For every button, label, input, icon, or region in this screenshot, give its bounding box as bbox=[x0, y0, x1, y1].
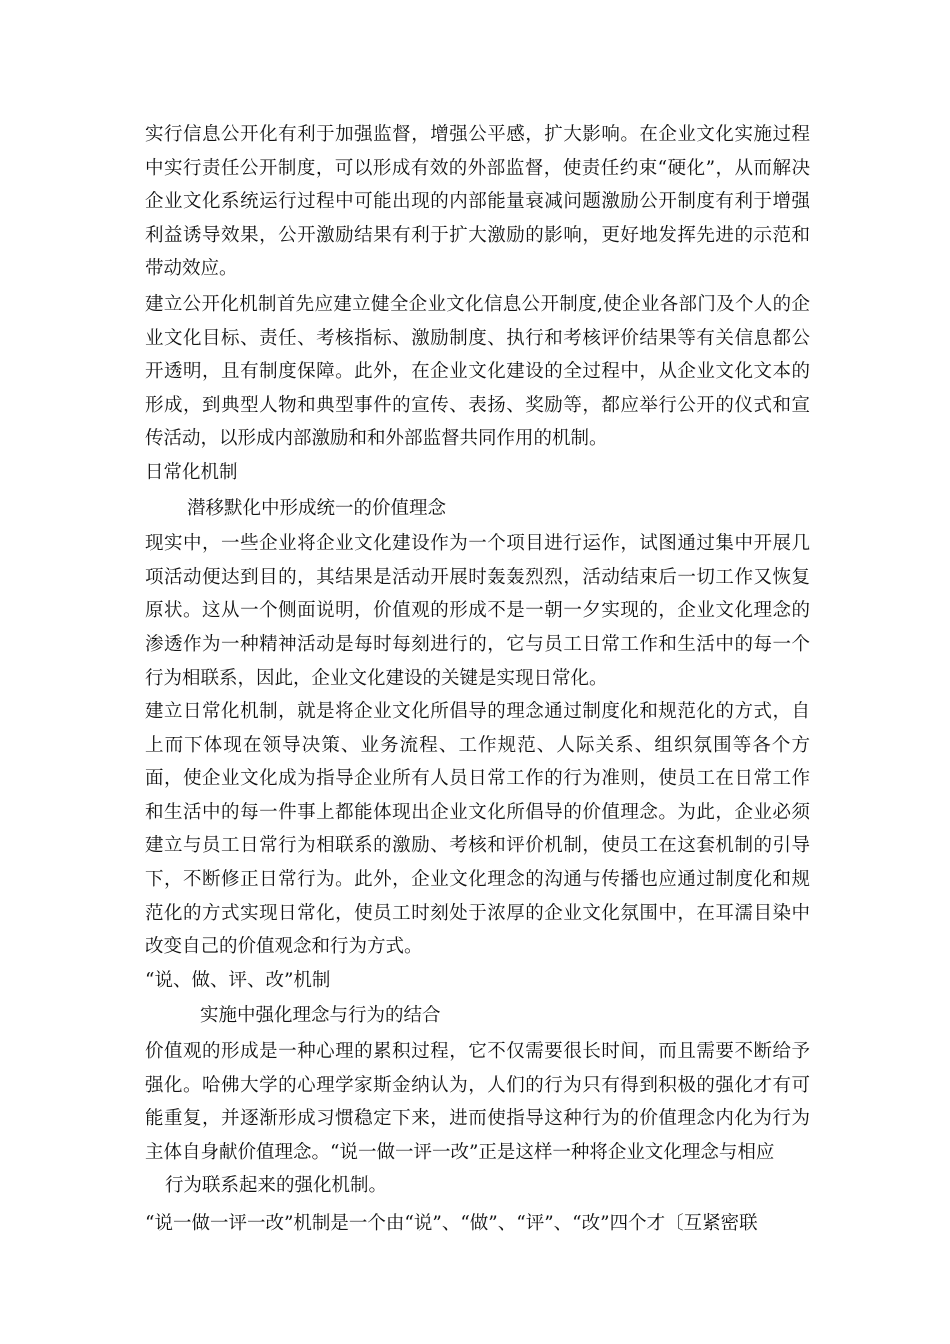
section-subheading-reinforcement: 实施中强化理念与行为的结合 bbox=[200, 1005, 441, 1027]
paragraph-disclosure-mechanism: 建立公开化机制首先应建立健全企业文化信息公开制度,使企业各部门及个人的企业文化目标、责任、考核指标、激励制度、执行和考核评价结果等有关信息都公开透明，且有制度保障。此外，在企业文化建设的全过程中，从企业文化文本的形成，到典型人物和典型事件的宣传、表扬、奖励等，都应举行公开的仪式和宣传活动，以形成内部激励和和外部监督共同作用的机制。 bbox=[145, 293, 810, 450]
paragraph-daily-mechanism: 建立日常化机制，就是将企业文化所倡导的理念通过制度化和规范化的方式，自上而下体现在领导决策、业务流程、工作规范、人际关系、组织氛围等各个方面，使企业文化成为指导企业所有人员日常工作的行为准则，使员工在日常工作和生活中的每一件事上都能体现出企业文化所倡导的价值理念。为此，企业必须建立与员工日常行为相联系的激励、考核和评价机制，使员工在这套机制的引导下，不断修正日常行为。此外，企业文化理念的沟通与传播也应通过制度化和规范化的方式实现日常化，使员工时刻处于浓厚的企业文化氛围中，在耳濡目染中改变自己的价值观念和行为方式。 bbox=[145, 701, 810, 958]
paragraph-say-do-evaluate-change: “说一做一评一改”机制是一个由“说”、“做”、“评”、“改”四个才〔互紧密联 bbox=[145, 1213, 758, 1234]
document-body bbox=[145, 118, 810, 1241]
paragraph-value-formation: 价值观的形成是一种心理的累积过程，它不仅需要很长时间，而且需要不断给予强化。哈佛大学的心理学家斯金纳认为，人们的行为只有得到积极的强化才有可能重复，并逐渐形成习惯稳定下来，进而使指导这种行为的价值理念内化为行为主体自身献价值理念。“说一做一评一改”正是这样一种将企业文化理念与相应 bbox=[145, 1041, 810, 1163]
paragraph-daily-reality: 现实中，一些企业将企业文化建设作为一个项目进行运作，试图通过集中开展几项活动便达到目的，其结果是活动开展时轰轰烈烈，活动结束后一切工作又恢复原状。这从一个侧面说明，价值观的形成不是一朝一夕实现的，企业文化理念的渗透作为一种精神活动是每时每刻进行的，它与员工日常工作和生活中的每一个行为相联系，因此，企业文化建设的关键是实现日常化。 bbox=[145, 533, 810, 689]
section-heading-say-do-evaluate-change: “说、做、评、改”机制 bbox=[145, 969, 331, 991]
paragraph-value-formation-tail: 行为联系起来的强化机制。 bbox=[165, 1175, 388, 1197]
section-subheading-values: 潜移默化中形成统一的价值理念 bbox=[187, 497, 447, 519]
paragraph-disclosure-benefits: 实行信息公开化有利于加强监督，增强公平感，扩大影响。在企业文化实施过程中实行责任公开制度，可以形成有效的外部监督，使责任约束“硬化”，从而解决企业文化系统运行过程中可能出现的内部能量衰减问题激励公开制度有利于增强利益诱导效果，公开激励结果有利于扩大激励的影响，更好地发挥先进的示范和带动效应。 bbox=[145, 124, 810, 280]
section-heading-daily-mechanism: 日常化机制 bbox=[145, 461, 238, 483]
